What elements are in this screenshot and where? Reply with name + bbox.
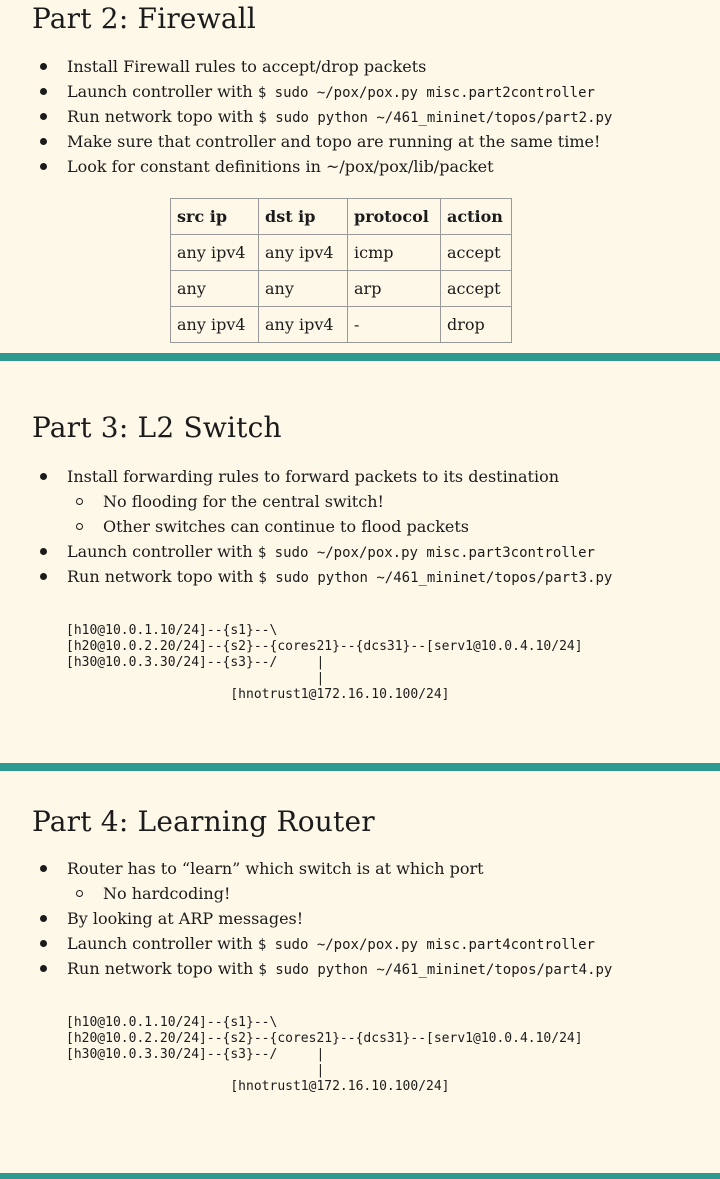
column-header: action [441,199,512,235]
list-item: Launch controller with $ sudo ~/pox/pox.py misc.part4controller [0,931,612,956]
table-row [171,235,512,271]
command-code: $ sudo python ~/461_mininet/topos/part2.py [258,110,613,126]
slide-title: Part 4: Learning Router [32,805,375,838]
table-cell: accept [441,271,512,307]
slide-divider [0,1173,720,1179]
list-item: Install Firewall rules to accept/drop packets [0,54,612,79]
list-item: Make sure that controller and topo are running at the same time! [0,129,612,154]
bullet-list [0,464,612,589]
slide-part3 [0,405,720,763]
table-header-row [171,199,512,235]
list-item: Other switches can continue to flood packets [0,514,612,539]
slide-title: Part 2: Firewall [32,2,257,35]
slide-part2 [0,0,720,353]
bullet-list [0,856,612,981]
list-item: Launch controller with $ sudo ~/pox/pox.py misc.part3controller [0,539,612,564]
slide-title: Part 3: L2 Switch [32,411,282,444]
list-item: Install forwarding rules to forward packets to its destination [0,464,612,489]
table-row [171,307,512,343]
list-item: Launch controller with $ sudo ~/pox/pox.py misc.part2controller [0,79,612,104]
list-item: Run network topo with $ sudo python ~/461_mininet/topos/part4.py [0,956,612,981]
table-cell: arp [348,271,441,307]
table-cell: - [348,307,441,343]
table-cell: accept [441,235,512,271]
network-topology-diagram: [h10@10.0.1.10/24]--{s1}--\ [h20@10.0.2.20/24]--{s2}--{cores21}--{dcs31}--[serv1@10.0.4.10/24] [h30@10.0.3.30/24]--{s3}--/ | | [hnotrust1@172.16.10.100/24] [66,1015,583,1094]
table-cell: icmp [348,235,441,271]
command-code: $ sudo ~/pox/pox.py misc.part2controller [257,85,595,101]
column-header: src ip [171,199,259,235]
bullet-list [0,54,612,179]
column-header: protocol [348,199,441,235]
command-code: $ sudo python ~/461_mininet/topos/part3.py [258,570,613,586]
table-cell: drop [441,307,512,343]
table-cell: any [171,271,259,307]
list-item: Router has to “learn” which switch is at which port [0,856,612,881]
table-row [171,271,512,307]
slide-divider [0,353,720,361]
list-item: By looking at ARP messages! [0,906,612,931]
list-item: Look for constant definitions in ~/pox/pox/lib/packet [0,154,612,179]
network-topology-diagram: [h10@10.0.1.10/24]--{s1}--\ [h20@10.0.2.20/24]--{s2}--{cores21}--{dcs31}--[serv1@10.0.4.10/24] [h30@10.0.3.30/24]--{s3}--/ | | [hnotrust1@172.16.10.100/24] [66,623,583,702]
list-item: No flooding for the central switch! [0,489,612,514]
firewall-rules-table [170,198,512,343]
slide-part4 [0,805,720,1173]
slide-divider [0,763,720,771]
table-cell: any ipv4 [171,235,259,271]
table-cell: any ipv4 [259,307,348,343]
table-cell: any [259,271,348,307]
table-cell: any ipv4 [259,235,348,271]
command-code: $ sudo python ~/461_mininet/topos/part4.py [258,962,613,978]
list-item: No hardcoding! [0,881,612,906]
column-header: dst ip [259,199,348,235]
command-code: $ sudo ~/pox/pox.py misc.part4controller [257,937,595,953]
list-item: Run network topo with $ sudo python ~/461_mininet/topos/part3.py [0,564,612,589]
list-item: Run network topo with $ sudo python ~/461_mininet/topos/part2.py [0,104,612,129]
table-cell: any ipv4 [171,307,259,343]
command-code: $ sudo ~/pox/pox.py misc.part3controller [257,545,595,561]
